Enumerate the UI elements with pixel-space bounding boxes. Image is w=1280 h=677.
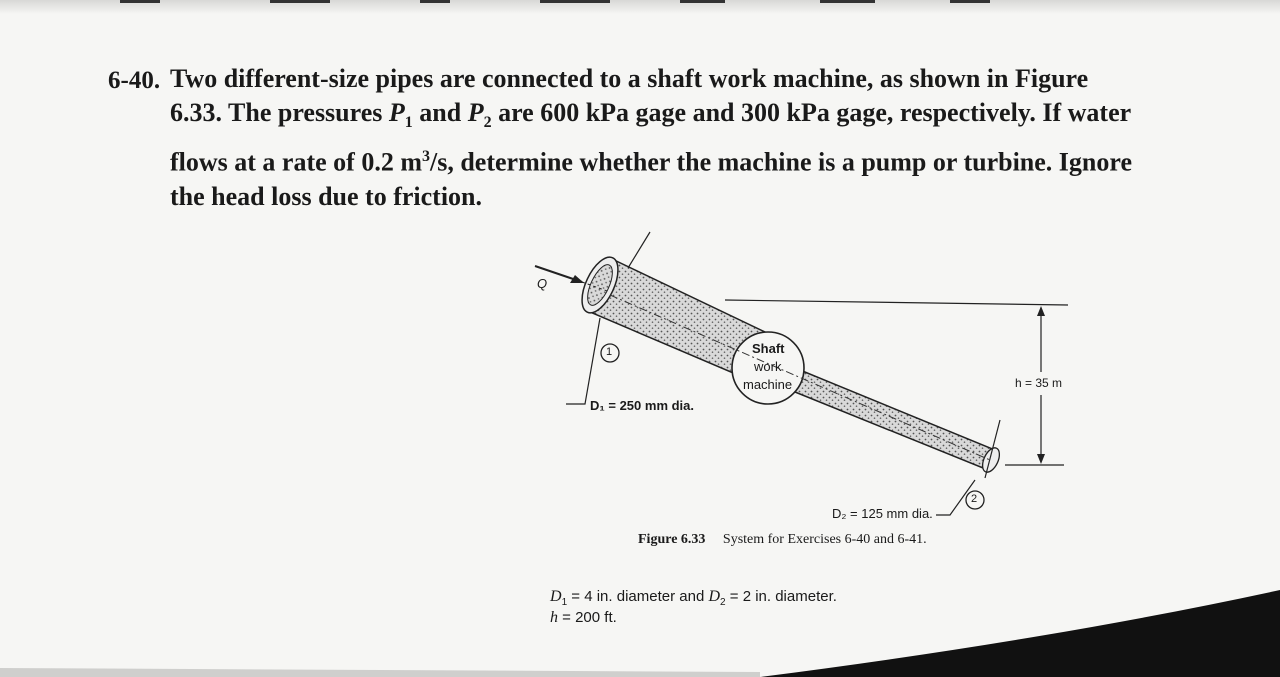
note-height: h = 200 ft.	[550, 609, 617, 626]
problem-line-3: flows at a rate of 0.2 $m^3/s$, determine whether the machine is a pump or turbine. Ignore	[170, 147, 1132, 177]
machine-label-line-1: Shaft	[752, 341, 785, 356]
machine-label-line-2: work	[754, 359, 782, 374]
problem-line-2: 6.33. The pressures $P_1$ and $P_2$ are 600 kPa gage and 300 kPa gage, respectively. If water	[170, 98, 1132, 132]
flow-label: Q	[537, 276, 548, 291]
station-1-label: 1	[606, 346, 613, 358]
d1-label: D₁ = 250 mm dia.	[590, 398, 695, 413]
figure-caption	[638, 532, 927, 548]
small-pipe	[795, 370, 1003, 475]
note-diameters: $D_1 = 4$ in. diameter and $D_2 = 2$ in. diameter.	[550, 588, 837, 608]
problem-line-4: the head loss due to friction.	[170, 181, 482, 211]
station-2-label: 2	[971, 493, 978, 505]
problem-number: 6-40.	[108, 67, 161, 94]
upper-reference-line	[725, 300, 1068, 305]
top-leader-line	[628, 232, 650, 268]
d1-leader-line	[566, 318, 600, 404]
machine-label-line-3: machine	[743, 377, 793, 392]
caption-number: Figure 6.33	[638, 532, 706, 547]
d2-label: D₂ = 125 mm dia.	[832, 506, 933, 521]
height-label: h = 35 m	[1015, 376, 1063, 390]
caption-text: System for Exercises 6-40 and 6-41.	[722, 532, 927, 547]
problem-line-1: Two different-size pipes are connected to a shaft work machine, as shown in Figure	[170, 64, 1089, 93]
